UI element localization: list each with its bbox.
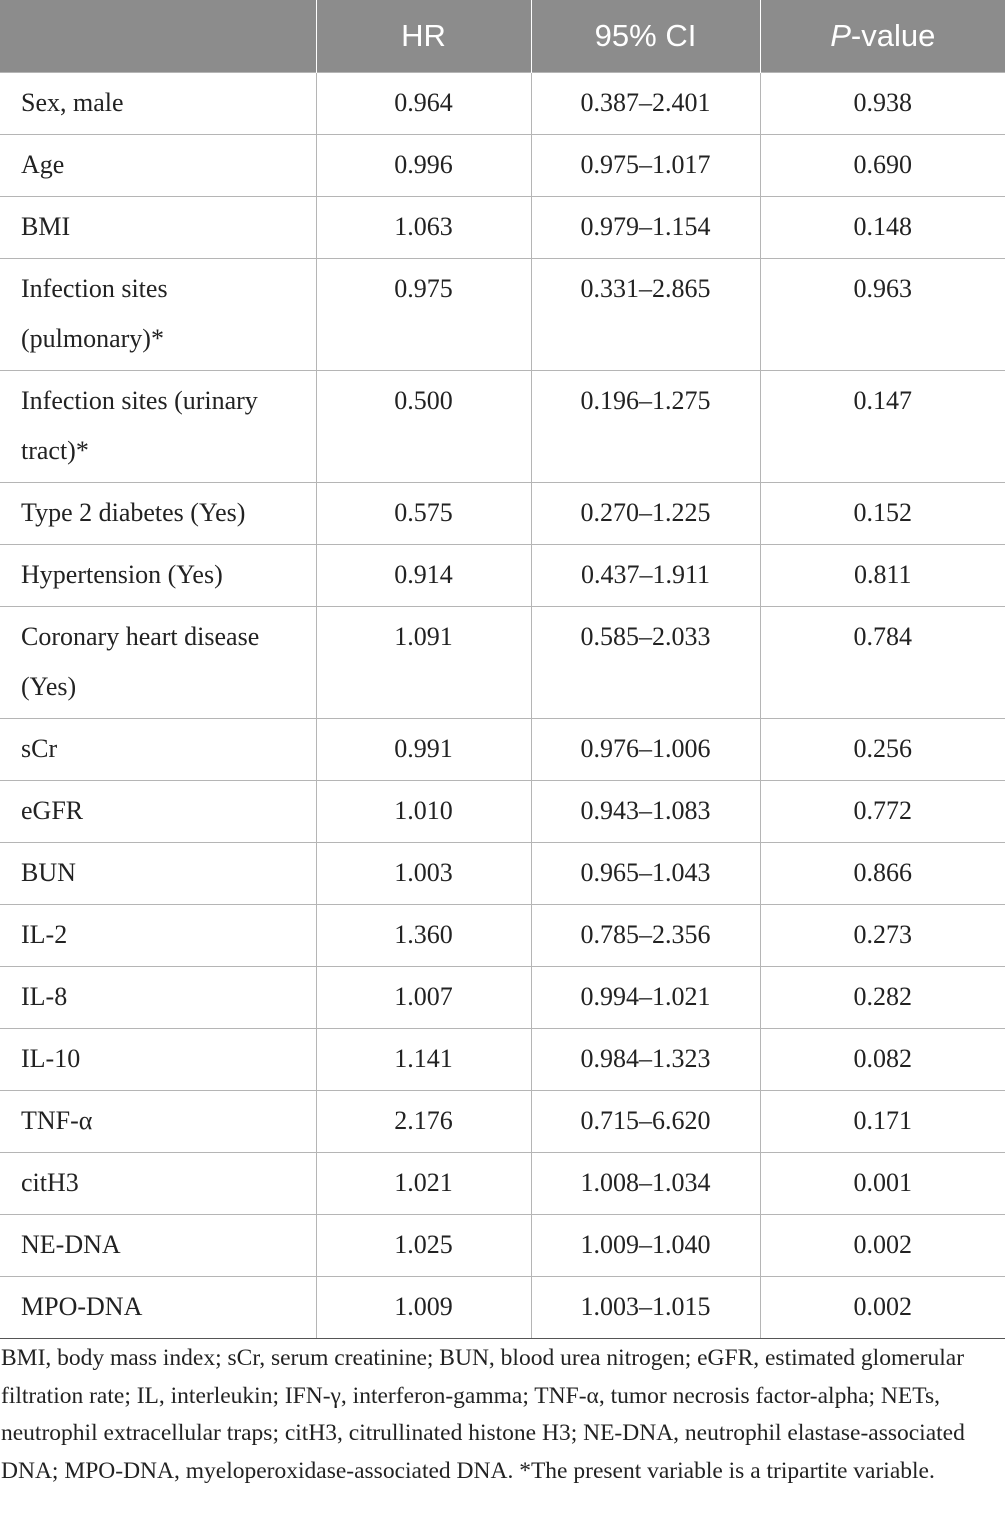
row-p-value: 0.002 xyxy=(760,1215,1005,1277)
table-row xyxy=(0,1029,1005,1091)
row-ci: 0.785–2.356 xyxy=(531,905,760,967)
row-ci: 0.965–1.043 xyxy=(531,843,760,905)
row-hr: 1.141 xyxy=(316,1029,531,1091)
row-hr: 1.010 xyxy=(316,781,531,843)
row-hr: 1.025 xyxy=(316,1215,531,1277)
row-label: Infection sites (urinary tract)* xyxy=(0,371,316,483)
row-p-value: 0.147 xyxy=(760,371,1005,483)
row-p-value: 0.082 xyxy=(760,1029,1005,1091)
row-hr: 0.575 xyxy=(316,483,531,545)
row-label: MPO-DNA xyxy=(0,1277,316,1339)
table-row xyxy=(0,1153,1005,1215)
header-row xyxy=(0,0,1005,73)
row-hr: 1.007 xyxy=(316,967,531,1029)
row-p-value: 0.148 xyxy=(760,197,1005,259)
table-row xyxy=(0,545,1005,607)
table-row xyxy=(0,197,1005,259)
row-label: Type 2 diabetes (Yes) xyxy=(0,483,316,545)
table-row xyxy=(0,719,1005,781)
table-row xyxy=(0,607,1005,719)
row-ci: 0.979–1.154 xyxy=(531,197,760,259)
row-label: IL-8 xyxy=(0,967,316,1029)
row-ci: 0.984–1.323 xyxy=(531,1029,760,1091)
row-label: Age xyxy=(0,135,316,197)
row-hr: 0.975 xyxy=(316,259,531,371)
row-hr: 2.176 xyxy=(316,1091,531,1153)
row-ci: 0.715–6.620 xyxy=(531,1091,760,1153)
row-ci: 0.975–1.017 xyxy=(531,135,760,197)
table-row xyxy=(0,483,1005,545)
row-p-value: 0.256 xyxy=(760,719,1005,781)
row-label: BUN xyxy=(0,843,316,905)
row-p-value: 0.690 xyxy=(760,135,1005,197)
row-label: IL-10 xyxy=(0,1029,316,1091)
row-ci: 0.387–2.401 xyxy=(531,73,760,135)
row-label: Coronary heart disease (Yes) xyxy=(0,607,316,719)
row-label: IL-2 xyxy=(0,905,316,967)
row-hr: 1.009 xyxy=(316,1277,531,1339)
table-row xyxy=(0,1277,1005,1339)
row-ci: 0.943–1.083 xyxy=(531,781,760,843)
row-hr: 0.500 xyxy=(316,371,531,483)
row-hr: 1.063 xyxy=(316,197,531,259)
header-p-value xyxy=(760,0,1005,73)
row-ci: 0.437–1.911 xyxy=(531,545,760,607)
row-ci: 1.003–1.015 xyxy=(531,1277,760,1339)
table-row xyxy=(0,843,1005,905)
table-footnote: BMI, body mass index; sCr, serum creatinine; BUN, blood urea nitrogen; eGFR, estimated glomerular filtration rate; IL, interleukin; IFN-γ, interferon-gamma; TNF-α, tumor necrosis factor-alpha; NETs, neutrophil extracellular traps; citH3, citrullinated histone H3; NE-DNA, neutrophil elastase-associated DNA; MPO-DNA, myeloperoxidase-associated DNA. *The present variable is a tripartite variable. xyxy=(1,1345,965,1484)
row-ci: 1.009–1.040 xyxy=(531,1215,760,1277)
row-p-value: 0.938 xyxy=(760,73,1005,135)
row-p-value: 0.152 xyxy=(760,483,1005,545)
row-p-value: 0.784 xyxy=(760,607,1005,719)
header-p-italic: P xyxy=(830,18,851,53)
table-body xyxy=(0,73,1005,1339)
row-label: BMI xyxy=(0,197,316,259)
row-ci: 1.008–1.034 xyxy=(531,1153,760,1215)
row-ci: 0.585–2.033 xyxy=(531,607,760,719)
table-row xyxy=(0,135,1005,197)
row-label: eGFR xyxy=(0,781,316,843)
row-p-value: 0.282 xyxy=(760,967,1005,1029)
row-ci: 0.196–1.275 xyxy=(531,371,760,483)
table-row xyxy=(0,259,1005,371)
row-ci: 0.994–1.021 xyxy=(531,967,760,1029)
row-hr: 0.996 xyxy=(316,135,531,197)
row-p-value: 0.811 xyxy=(760,545,1005,607)
table-header xyxy=(0,0,1005,73)
table-row xyxy=(0,905,1005,967)
row-label: TNF-α xyxy=(0,1091,316,1153)
header-hr: HR xyxy=(316,0,531,73)
row-ci: 0.331–2.865 xyxy=(531,259,760,371)
table-row xyxy=(0,371,1005,483)
row-p-value: 0.866 xyxy=(760,843,1005,905)
row-p-value: 0.002 xyxy=(760,1277,1005,1339)
table-row xyxy=(0,1215,1005,1277)
row-hr: 0.991 xyxy=(316,719,531,781)
row-label: sCr xyxy=(0,719,316,781)
row-label: Hypertension (Yes) xyxy=(0,545,316,607)
header-variable xyxy=(0,0,316,73)
row-p-value: 0.171 xyxy=(760,1091,1005,1153)
table-row xyxy=(0,967,1005,1029)
table-row xyxy=(0,781,1005,843)
row-label: NE-DNA xyxy=(0,1215,316,1277)
row-label: citH3 xyxy=(0,1153,316,1215)
row-p-value: 0.273 xyxy=(760,905,1005,967)
table-row xyxy=(0,73,1005,135)
header-ci: 95% CI xyxy=(531,0,760,73)
row-label: Infection sites (pulmonary)* xyxy=(0,259,316,371)
row-hr: 1.021 xyxy=(316,1153,531,1215)
header-p-rest: -value xyxy=(850,18,936,53)
row-p-value: 0.772 xyxy=(760,781,1005,843)
row-p-value: 0.963 xyxy=(760,259,1005,371)
row-hr: 0.964 xyxy=(316,73,531,135)
table-row xyxy=(0,1091,1005,1153)
row-hr: 1.091 xyxy=(316,607,531,719)
row-ci: 0.976–1.006 xyxy=(531,719,760,781)
row-p-value: 0.001 xyxy=(760,1153,1005,1215)
row-ci: 0.270–1.225 xyxy=(531,483,760,545)
row-label: Sex, male xyxy=(0,73,316,135)
row-hr: 1.003 xyxy=(316,843,531,905)
row-hr: 1.360 xyxy=(316,905,531,967)
row-hr: 0.914 xyxy=(316,545,531,607)
